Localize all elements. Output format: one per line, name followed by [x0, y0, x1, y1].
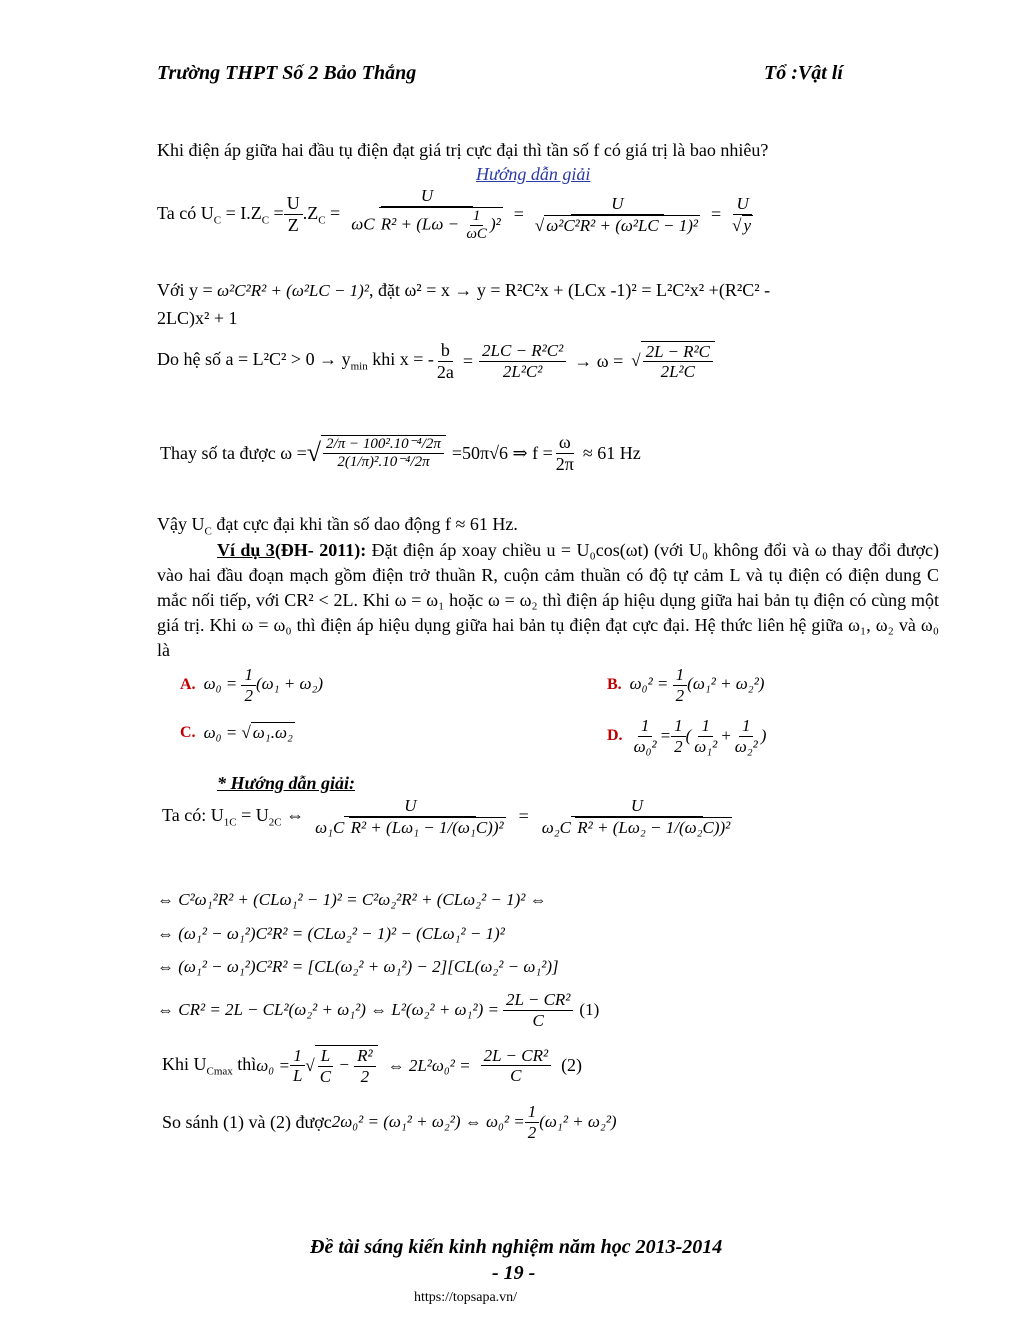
- eq1-frac-3: $\frac{U}{√ y}$: [732, 193, 752, 235]
- option-c[interactable]: C. ω₀ = √ ω₁.ω₂: [180, 723, 293, 742]
- option-d[interactable]: D. $\frac{1}{\text{ω₀²}}$ = $\frac{1}{2}$ ( $\frac{1}{\text{ω₁²}}$ + $\frac{1}{\text{ω₂²}}$ ): [607, 716, 767, 756]
- footer-page-number: - 19 -: [492, 1262, 536, 1284]
- eq1-lead: Ta có $U_C = I.Z_C$ =: [157, 202, 284, 227]
- solution-step-2: ⇔ C²ω₁²R² + (CLω₁² − 1)² = C²ω₂²R² + (CLω₂² − 1)² ⇔: [157, 890, 547, 909]
- solution-step-3: ⇔ (ω₁² − ω₁²)C²R² = (CLω₂² − 1)² − (CLω₁² − 1)²: [157, 924, 505, 943]
- equation-uc: Ta có $U_C = I.Z_C$ = $\frac{U}{Z}$ $.Z_C$ = U ωC R² + (Lω − $\frac{1}{\omega C}$ )² = $\frac{U}{\text{√ ω²C²R² + (ω²LC − 1)²}}$ = $\frac{U}{√ y}$: [157, 186, 756, 243]
- conclusion: Vậy $U_C$ đạt cực đại khi tần số dao động f ≈ 61 Hz.: [157, 514, 518, 538]
- equation-ymin: Do hệ số $a = L^2C^2 > 0 \to y_{min}$ khi x = - $\frac{b}{2a}$ = $\frac{\text{2LC − R²C²}}{\text{2L²C²}}$ → ω = √ $\frac{\text{2L − R²C}}{\text{2L²C}}$: [157, 340, 715, 382]
- example-source: (ĐH- 2011):: [274, 540, 367, 560]
- guide-link[interactable]: Hướng dẫn giải: [476, 164, 591, 184]
- option-b[interactable]: B. ω₀² = $\frac{1}{2}$ (ω₁² + ω₂²): [607, 665, 765, 705]
- solution-step-6: Khi $U_{Cmax}$ thì ω₀ = $\frac{1}{L}$ √ $\frac{L}{C}$ − $\frac{\text{R²}}{2}$ ⇔ 2L²ω₀² = $\frac{\text{2L − CR²}}{C}$ (2): [162, 1045, 583, 1086]
- guide-heading: * Hướng dẫn giải:: [217, 773, 355, 793]
- eq1-frac-u-z: $\frac{U}{Z}$: [284, 193, 303, 235]
- header-school: Trường THPT Số 2 Bảo Thắng: [157, 62, 417, 84]
- footer-title: Đề tài sáng kiến kinh nghiệm năm học 2013-2014: [310, 1236, 723, 1258]
- equation-y-line2: 2LC)x² + 1: [157, 308, 238, 328]
- example-paragraph: [157, 538, 939, 663]
- example-body: Đặt điện áp xoay chiều u = U₀cos(ωt) (với U₀ không đổi và ω thay đổi được) vào hai đầu đoạn mạch gồm điện trở thuần R, cuộn cảm thuần có độ tự cảm L và tụ điện có điện dung C mắc nối tiếp, với CR² < 2L. Khi ω = ω₁ hoặc ω = ω₂ thì điện áp hiệu dụng giữa hai bản tụ điện có cùng một giá trị. Khi ω = ω₀ thì điện áp hiệu dụng giữa hai bản tụ điện đạt cực đại. Hệ thức liên hệ giữa ω₁, ω₂ và ω₀ là: [157, 540, 939, 660]
- equation-y: Với y = ω²C²R² + (ω²LC − 1)², đặt ω² = x → y = R²C²x + (LCx -1)² = L²C²x² +(R²C² -: [157, 280, 771, 300]
- equation-omega-value: Thay số ta được ω = √ 2/π − 100².10⁻⁴/2π 2(1/π)².10⁻⁴/2π =50π√6 ⇒ f = $\frac{\omega}{2\pi}$ ≈ 61 Hz: [160, 431, 641, 474]
- example-label: Ví dụ 3: [217, 540, 275, 560]
- question-line: Khi điện áp giữa hai đầu tụ điện đạt giá trị cực đại thì tần số f có giá trị là bao nhiêu?: [157, 140, 769, 160]
- header-dept: Tổ :Vật lí: [764, 62, 843, 84]
- solution-step-5: ⇔ CR² = 2L − CL²(ω₂² + ω₁²) ⇔ L²(ω₂² + ω₁²) = $\frac{\text{2L − CR²}}{C}$ (1): [157, 990, 600, 1030]
- eq1-frac-main: U ωC R² + (Lω − $\frac{1}{\omega C}$ )²: [351, 186, 501, 242]
- solution-step-7: So sánh (1) và (2) được 2ω₀² = (ω₁² + ω₂²) ⇔ ω₀² = $\frac{1}{2}$ (ω₁² + ω₂²): [162, 1102, 617, 1142]
- footer-url[interactable]: https://topsapa.vn/: [414, 1290, 518, 1305]
- solution-step-4: ⇔ (ω₁² − ω₁²)C²R² = [CL(ω₂² + ω₁²) − 2][CL(ω₂² − ω₁²)]: [157, 957, 559, 976]
- option-a[interactable]: A. ω₀ = $\frac{1}{2}$ (ω₁ + ω₂): [180, 665, 324, 705]
- eq1-frac-2: $\frac{U}{\text{√ ω²C²R² + (ω²LC − 1)²}}$: [534, 193, 698, 235]
- solution-step-1: Ta có: $U_{1C} = U_{2C}$ ⇔ $\frac{U}{\text{ω₁C R² + (Lω₁ − 1/(ω₁C))²}}$ = $\frac{U}{\text{ω₂C R² + (Lω₂ − 1/(ω₂C))²}}$: [162, 796, 731, 837]
